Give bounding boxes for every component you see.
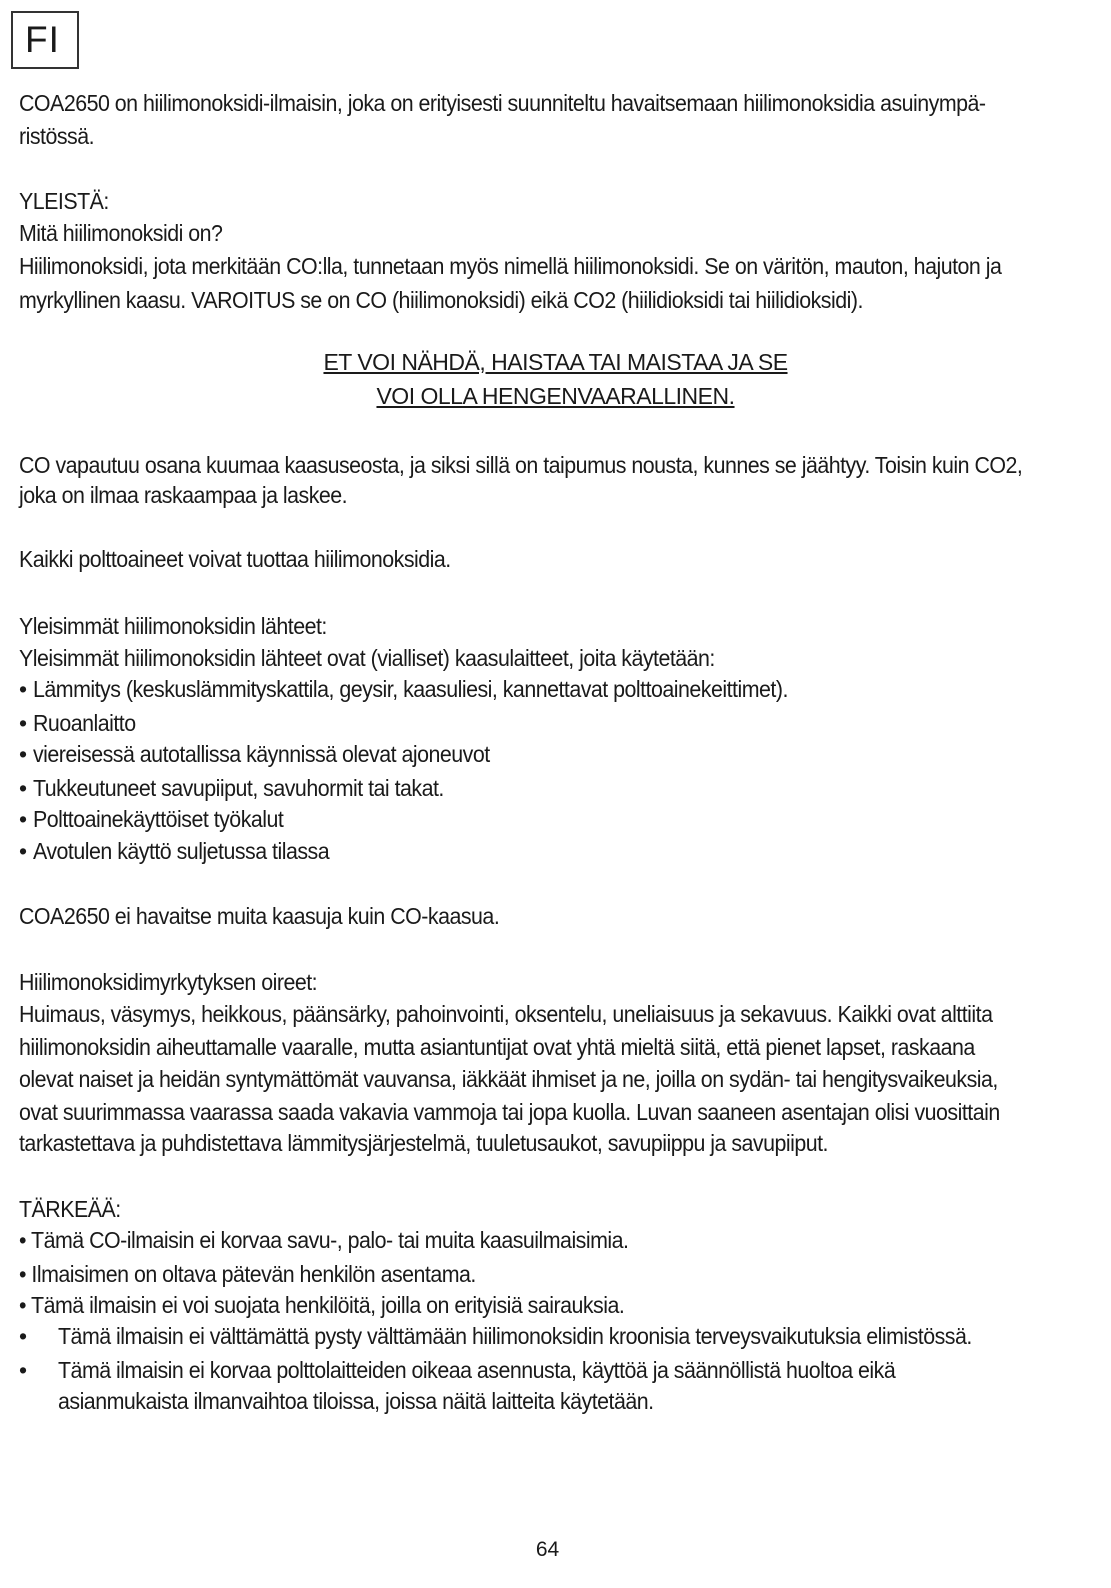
important-item: • Tämä ilmaisin ei voi suojata henkilöitä, joilla on erityisiä sairauksia. [19, 1292, 625, 1318]
bullet-icon: • [19, 775, 27, 801]
symptoms-line: Huimaus, väsymys, heikkous, päänsärky, pahoinvointi, oksentelu, uneliaisuus ja sekavuus. Kaikki ovat alttiita [19, 1001, 993, 1027]
general-line-1: Hiilimonoksidi, jota merkitään CO:lla, tunnetaan myös nimellä hiilimonoksidi. Se on väritön, mauton, hajuton ja [19, 253, 1002, 279]
general-question: Mitä hiilimonoksidi on? [19, 220, 223, 246]
bullet-icon: • [19, 741, 27, 767]
general-heading: YLEISTÄ: [19, 188, 109, 214]
important-wide-item: Tämä ilmaisin ei välttämättä pysty välttämään hiilimonoksidin kroonisia terveysvaikutuksia elimistössä. [58, 1323, 972, 1349]
source-item: Lämmitys (keskuslämmityskattila, geysir, kaasuliesi, kannettavat polttoainekeittimet). [33, 676, 788, 702]
important-wide-item-continuation: asianmukaista ilmanvaihtoa tiloissa, joissa näitä laitteita käytetään. [58, 1388, 654, 1414]
source-item: viereisessä autotallissa käynnissä olevat ajoneuvot [33, 741, 490, 767]
bullet-icon: • [19, 1323, 27, 1349]
page-number: 64 [535, 1538, 560, 1561]
intro-line-1: COA2650 on hiilimonoksidi-ilmaisin, joka on erityisesti suunniteltu havaitsemaan hiilimonoksidia asuinympä- [19, 90, 986, 116]
co-rises-line-1: CO vapautuu osana kuumaa kaasuseosta, ja siksi sillä on taipumus nousta, kunnes se jäähtyy. Toisin kuin CO2, [19, 452, 1023, 478]
intro-line-2: ristössä. [19, 123, 95, 149]
important-wide-item: Tämä ilmaisin ei korvaa polttolaitteiden oikeaa asennusta, käyttöä ja säännöllistä huoltoa eikä [58, 1357, 896, 1383]
important-item: • Ilmaisimen on oltava pätevän henkilön asentama. [19, 1261, 476, 1287]
warning-line-1: ET VOI NÄHDÄ, HAISTAA TAI MAISTAA JA SE [323, 349, 788, 375]
bullet-icon: • [19, 676, 27, 702]
symptoms-line: ovat suurimmassa vaarassa saada vakavia vammoja tai jopa kuolla. Luvan saaneen asentajan olisi vuosittain [19, 1099, 1000, 1125]
sources-intro: Yleisimmät hiilimonoksidin lähteet ovat (vialliset) kaasulaitteet, joita käytetään: [19, 645, 715, 671]
symptoms-line: olevat naiset ja heidän syntymättömät vauvansa, iäkkäät ihmiset ja ne, joilla on sydän- tai hengitysvaikeuksia, [19, 1066, 998, 1092]
general-line-2: myrkyllinen kaasu. VAROITUS se on CO (hiilimonoksidi) eikä CO2 (hiilidioksidi tai hiilidioksidi). [19, 287, 863, 313]
important-item: • Tämä CO-ilmaisin ei korvaa savu-, palo- tai muita kaasuilmaisimia. [19, 1227, 629, 1253]
sources-heading: Yleisimmät hiilimonoksidin lähteet: [19, 613, 327, 639]
warning-line-2: VOI OLLA HENGENVAARALLINEN. [376, 383, 735, 409]
source-item: Avotulen käyttö suljetussa tilassa [33, 838, 330, 864]
bullet-icon: • [19, 806, 27, 832]
symptoms-heading: Hiilimonoksidimyrkytyksen oireet: [19, 969, 318, 995]
fuels-text: Kaikki polttoaineet voivat tuottaa hiilimonoksidia. [19, 546, 451, 572]
source-item: Ruoanlaitto [33, 710, 136, 736]
only-co-text: COA2650 ei havaitse muita kaasuja kuin CO-kaasua. [19, 903, 500, 929]
important-heading: TÄRKEÄÄ: [19, 1196, 121, 1222]
source-item: Polttoainekäyttöiset työkalut [33, 806, 284, 832]
source-item: Tukkeutuneet savupiiput, savuhormit tai takat. [33, 775, 444, 801]
co-rises-line-2: joka on ilmaa raskaampaa ja laskee. [19, 482, 348, 508]
symptoms-line: tarkastettava ja puhdistettava lämmitysjärjestelmä, tuuletusaukot, savupiippu ja savupiiput. [19, 1130, 828, 1156]
bullet-icon: • [19, 1357, 27, 1383]
bullet-icon: • [19, 838, 27, 864]
symptoms-line: hiilimonoksidin aiheuttamalle vaaralle, mutta asiantuntijat ovat yhtä mieltä siitä, että pienet lapset, raskaana [19, 1034, 975, 1060]
bullet-icon: • [19, 710, 27, 736]
language-code-badge: FI [11, 11, 79, 69]
